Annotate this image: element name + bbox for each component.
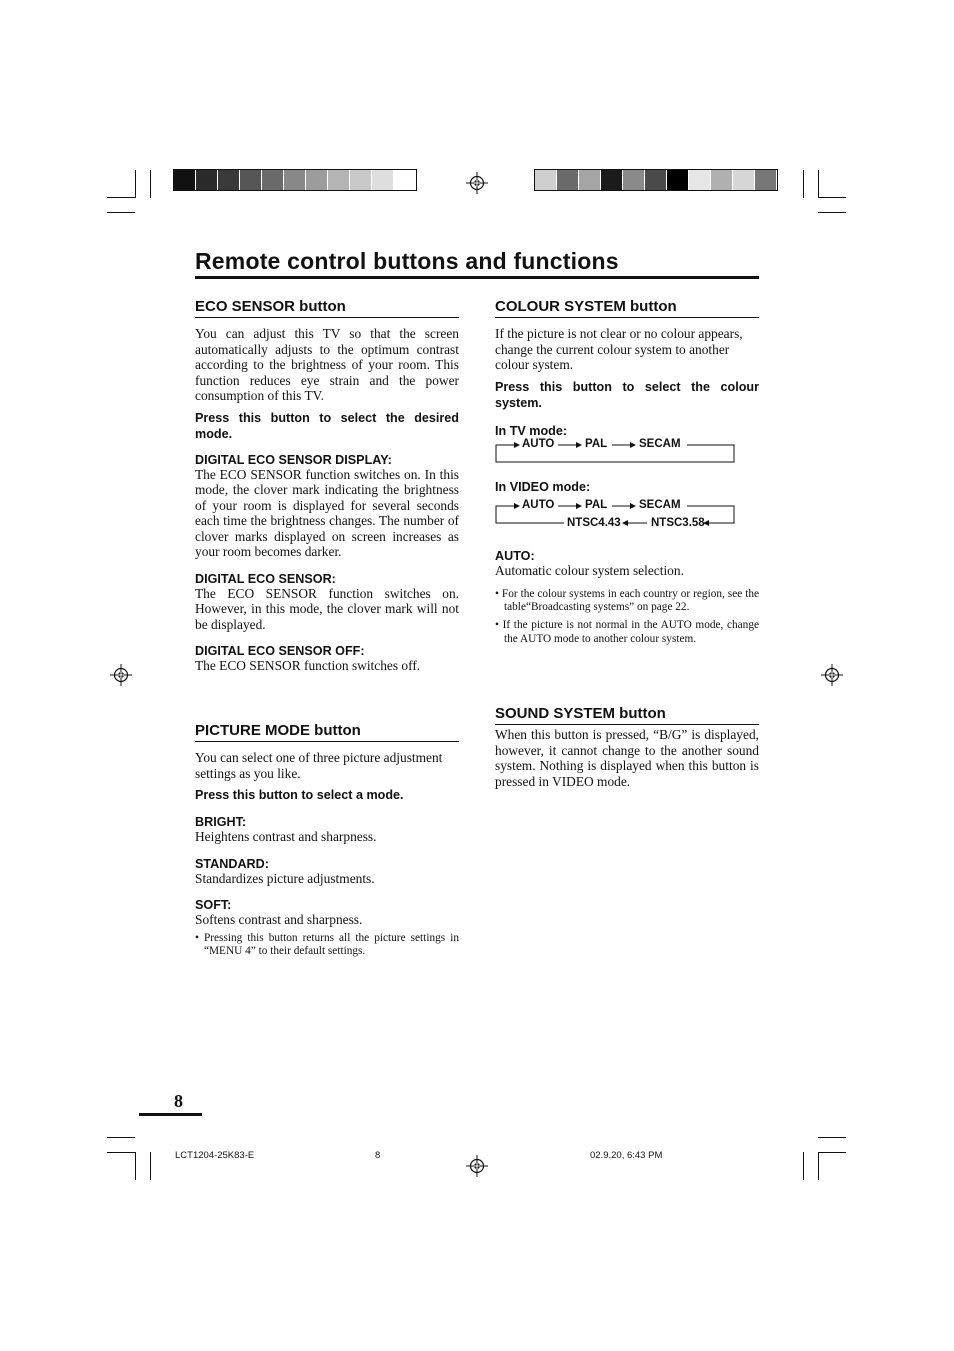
video-mode-label: In VIDEO mode: bbox=[495, 480, 591, 494]
colour-note-1: • For the colour systems in each country or region, see the table“Broadcasting systems” on page 22. bbox=[495, 587, 759, 614]
picture-mode-note: • Pressing this button returns all the picture settings in “MENU 4” to their default settings. bbox=[195, 931, 459, 958]
eco-sensor-section bbox=[195, 298, 459, 674]
picture-mode-heading: PICTURE MODE button bbox=[195, 722, 459, 742]
color-swatch bbox=[667, 170, 689, 190]
color-swatch bbox=[372, 170, 394, 190]
colour-system-press: Press this button to select the colour system. bbox=[495, 379, 759, 410]
bright-label: BRIGHT: bbox=[195, 815, 247, 829]
registration-mark-icon bbox=[821, 664, 843, 686]
colour-system-heading: COLOUR SYSTEM button bbox=[495, 298, 759, 318]
auto-label: AUTO: bbox=[495, 549, 535, 563]
color-swatch bbox=[284, 170, 306, 190]
standard-label: STANDARD: bbox=[195, 856, 269, 871]
color-swatch bbox=[557, 170, 579, 190]
footer-date: 02.9.20, 6:43 PM bbox=[590, 1150, 663, 1161]
auto-section bbox=[495, 549, 759, 647]
color-swatch bbox=[196, 170, 218, 190]
colour-system-intro: If the picture is not clear or no colour appears, change the current colour system to another colour system. bbox=[495, 326, 743, 372]
eco-display-text: The ECO SENSOR function switches on. In this mode, the clover mark indicating the brightness of your room is displayed for several seconds each time the brightness changes. The number of clover marks displayed on screen increases as your room becomes darker. bbox=[195, 466, 459, 559]
color-swatch bbox=[262, 170, 284, 190]
color-swatch bbox=[174, 170, 196, 190]
color-swatch bbox=[733, 170, 755, 190]
eco-sensor-label: DIGITAL ECO SENSOR: bbox=[195, 571, 336, 586]
eco-sensor-text: The ECO SENSOR function switches on. However, in this mode, the clover mark will not be displayed. bbox=[195, 585, 459, 632]
video-mode-secam: SECAM bbox=[639, 499, 681, 511]
registration-mark-icon bbox=[110, 664, 132, 686]
color-swatch bbox=[645, 170, 667, 190]
eco-off-label: DIGITAL ECO SENSOR OFF: bbox=[195, 644, 365, 658]
picture-mode-press: Press this button to select a mode. bbox=[195, 788, 404, 802]
page-number-rule bbox=[139, 1113, 202, 1116]
registration-mark-icon bbox=[466, 172, 488, 194]
color-swatch bbox=[689, 170, 711, 190]
color-swatch bbox=[623, 170, 645, 190]
eco-off-text: The ECO SENSOR function switches off. bbox=[195, 658, 421, 673]
color-swatch bbox=[711, 170, 733, 190]
title-rule bbox=[195, 276, 759, 279]
page-number: 8 bbox=[174, 1091, 183, 1111]
color-swatch bbox=[350, 170, 372, 190]
color-bar-left bbox=[173, 169, 417, 191]
color-swatch bbox=[579, 170, 601, 190]
eco-display-label: DIGITAL ECO SENSOR DISPLAY: bbox=[195, 452, 392, 467]
color-swatch bbox=[601, 170, 623, 190]
sound-system-text: When this button is pressed, “B/G” is displayed, however, it cannot change to the another sound system. Nothing is displayed when this button is pressed in VIDEO mode. bbox=[495, 727, 759, 789]
tv-mode-auto: AUTO bbox=[522, 438, 555, 450]
bright-text: Heightens contrast and sharpness. bbox=[195, 829, 377, 844]
video-mode-ntsc443: NTSC4.43 bbox=[567, 517, 621, 529]
footer-file: LCT1204-25K83-E bbox=[175, 1150, 255, 1161]
color-swatch bbox=[240, 170, 262, 190]
color-swatch bbox=[755, 170, 777, 190]
color-swatch bbox=[306, 170, 328, 190]
colour-system-section bbox=[495, 298, 759, 438]
soft-label: SOFT: bbox=[195, 898, 232, 912]
eco-sensor-press: Press this button to select the desired mode. bbox=[195, 410, 459, 441]
standard-text: Standardizes picture adjustments. bbox=[195, 870, 375, 886]
page-title: Remote control buttons and functions bbox=[195, 248, 619, 274]
registration-mark-icon bbox=[466, 1155, 488, 1177]
video-mode-ntsc358: NTSC3.58 bbox=[651, 517, 705, 529]
colour-note-2: • If the picture is not normal in the AUTO mode, change the AUTO mode to another colour system. bbox=[495, 619, 759, 645]
auto-text: Automatic colour system selection. bbox=[495, 563, 684, 578]
sound-system-heading: SOUND SYSTEM button bbox=[495, 705, 759, 725]
eco-sensor-intro: You can adjust this TV so that the screen automatically adjusts to the optimum contrast according to the brightness of your room. This function reduces eye strain and the power consumption of this TV. bbox=[195, 326, 459, 403]
soft-text: Softens contrast and sharpness. bbox=[195, 912, 363, 927]
sound-system-section bbox=[495, 705, 759, 789]
picture-mode-intro: You can select one of three picture adjustment settings as you like. bbox=[195, 750, 443, 781]
tv-mode-pal: PAL bbox=[585, 438, 608, 450]
video-mode-auto: AUTO bbox=[522, 499, 555, 511]
color-swatch bbox=[218, 170, 240, 190]
footer-page: 8 bbox=[375, 1150, 381, 1161]
color-bar-right bbox=[534, 169, 778, 191]
color-swatch bbox=[394, 170, 416, 190]
tv-mode-label: In TV mode: bbox=[495, 423, 568, 438]
color-swatch bbox=[535, 170, 557, 190]
tv-mode-secam: SECAM bbox=[639, 438, 681, 450]
picture-mode-section bbox=[195, 722, 459, 959]
color-swatch bbox=[328, 170, 350, 190]
video-mode-pal: PAL bbox=[585, 499, 608, 511]
eco-sensor-heading: ECO SENSOR button bbox=[195, 298, 459, 318]
